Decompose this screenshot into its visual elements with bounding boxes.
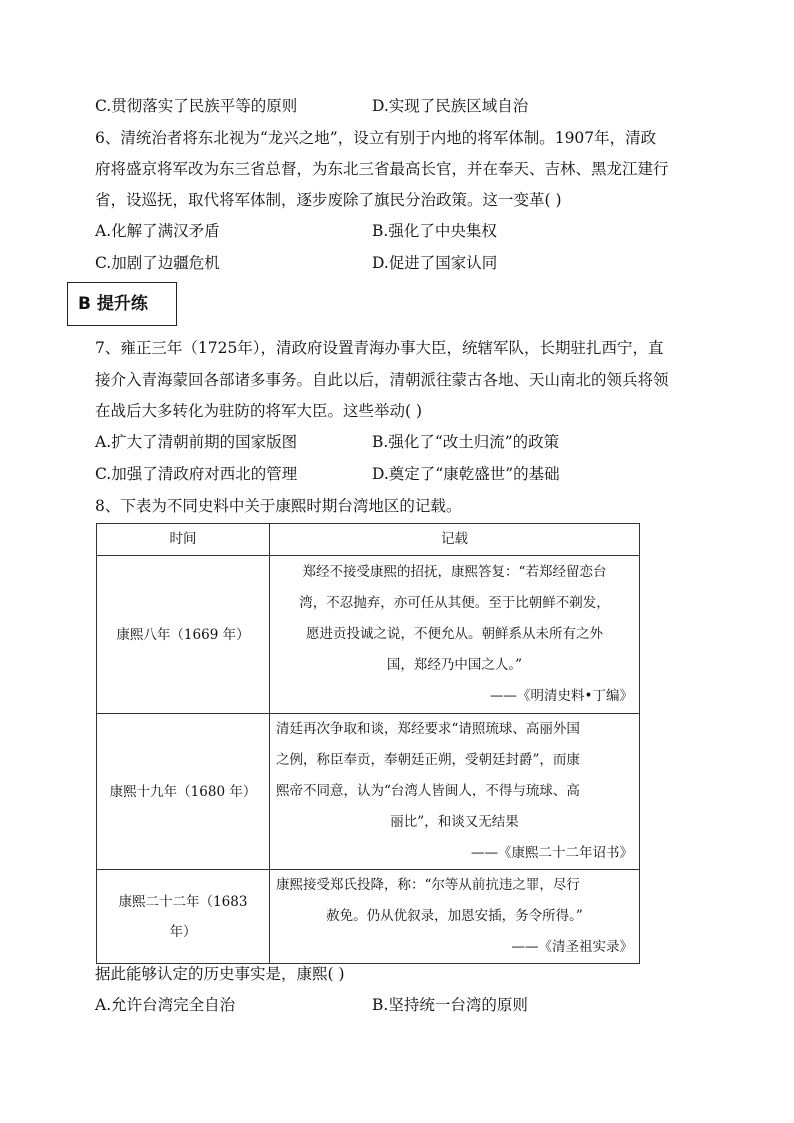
row-time: 康熙八年（1669 年） [97, 556, 270, 714]
q7-option-a: A.扩大了清朝前期的国家版图 [95, 433, 298, 451]
q6-stem-line-3: 省，设巡抚，取代将军体制，逐步废除了旗民分治政策。这一变革( ) [95, 191, 562, 209]
q7-stem-line-3: 在战后大多转化为驻防的将军大臣。这些举动( ) [95, 402, 423, 420]
q8-option-b: B.坚持统一台湾的原则 [372, 996, 528, 1014]
record-line: 康熙接受郑氏投降，称：“尔等从前抗违之罪，尽行 [276, 877, 580, 893]
row-time [97, 870, 270, 964]
record-line: 愿进贡投诚之说，不便允从。朝鲜系从未所有之外 [306, 626, 603, 642]
q6-stem-line-1: 6、清统治者将东北视为“龙兴之地”，设立有别于内地的将军体制。1907年，清政 [95, 129, 657, 147]
table-row [97, 870, 640, 964]
row-record [270, 556, 640, 714]
record-line: 赦免。仍从优叙录，加恩安插，务令所得。” [326, 908, 583, 924]
records-table [96, 523, 640, 964]
record-source: ——《康熙二十二年诏书》 [471, 845, 633, 861]
record-source: ——《明清史料•丁编》 [490, 688, 633, 704]
record-line: 之例，称臣奉贡，奉朝廷正朔，受朝廷封爵”，而康 [276, 752, 580, 768]
q5-option-d: D.实现了民族区域自治 [372, 97, 529, 115]
row-time: 康熙十九年（1680 年） [97, 714, 270, 870]
row-time-line: 康熙二十二年（1683 [118, 893, 248, 910]
record-line: 清廷再次争取和谈，郑经要求“请照琉球、高丽外国 [276, 721, 580, 737]
q6-option-a: A.化解了满汉矛盾 [95, 222, 220, 240]
q6-option-c: C.加剧了边疆危机 [95, 254, 220, 272]
q8-option-a: A.允许台湾完全自治 [95, 996, 236, 1014]
record-line: 郑经不接受康熙的招抚，康熙答复：“若郑经留恋台 [302, 564, 607, 580]
record-line: 熙帝不同意，认为“台湾人皆闽人，不得与琉球、高 [276, 783, 580, 799]
record-line: 国，郑经乃中国之人。” [386, 657, 523, 673]
q7-option-d: D.奠定了“康乾盛世”的基础 [372, 465, 560, 483]
q8-stem: 8、下表为不同史料中关于康熙时期台湾地区的记载。 [95, 497, 462, 515]
q7-option-c: C.加强了清政府对西北的管理 [95, 465, 298, 483]
q7-stem-line-1: 7、雍正三年（1725年），清政府设置青海办事大臣，统辖军队，长期驻扎西宁，直 [95, 339, 664, 357]
table-row [97, 714, 640, 870]
q6-stem-line-2: 府将盛京将军改为东三省总督，为东北三省最高长官，并在奉天、吉林、黑龙江建行 [95, 160, 669, 178]
header-time: 时间 [97, 524, 270, 556]
row-time-line: 年） [169, 923, 197, 940]
row-record [270, 714, 640, 870]
q8-question: 据此能够认定的历史事实是，康熙( ) [95, 965, 345, 983]
section-header: B 提升练 [67, 282, 177, 326]
record-source: ——《清圣祖实录》 [511, 939, 633, 955]
row-record [270, 870, 640, 964]
record-line: 丽比”，和谈又无结果 [390, 814, 519, 830]
q6-option-b: B.强化了中央集权 [372, 222, 497, 240]
q7-option-b: B.强化了“改土归流”的政策 [372, 433, 560, 451]
record-line: 湾，不忍抛弃，亦可任从其便。至于比朝鲜不剃发， [299, 595, 610, 611]
q5-option-c: C.贯彻落实了民族平等的原则 [95, 97, 298, 115]
q6-option-d: D.促进了国家认同 [372, 254, 498, 272]
header-record: 记载 [270, 524, 640, 556]
q7-stem-line-2: 接介入青海蒙回各部诸多事务。自此以后，清朝派往蒙古各地、天山南北的领兵将领 [95, 371, 669, 389]
table-header-row [97, 524, 640, 556]
table-row [97, 556, 640, 714]
